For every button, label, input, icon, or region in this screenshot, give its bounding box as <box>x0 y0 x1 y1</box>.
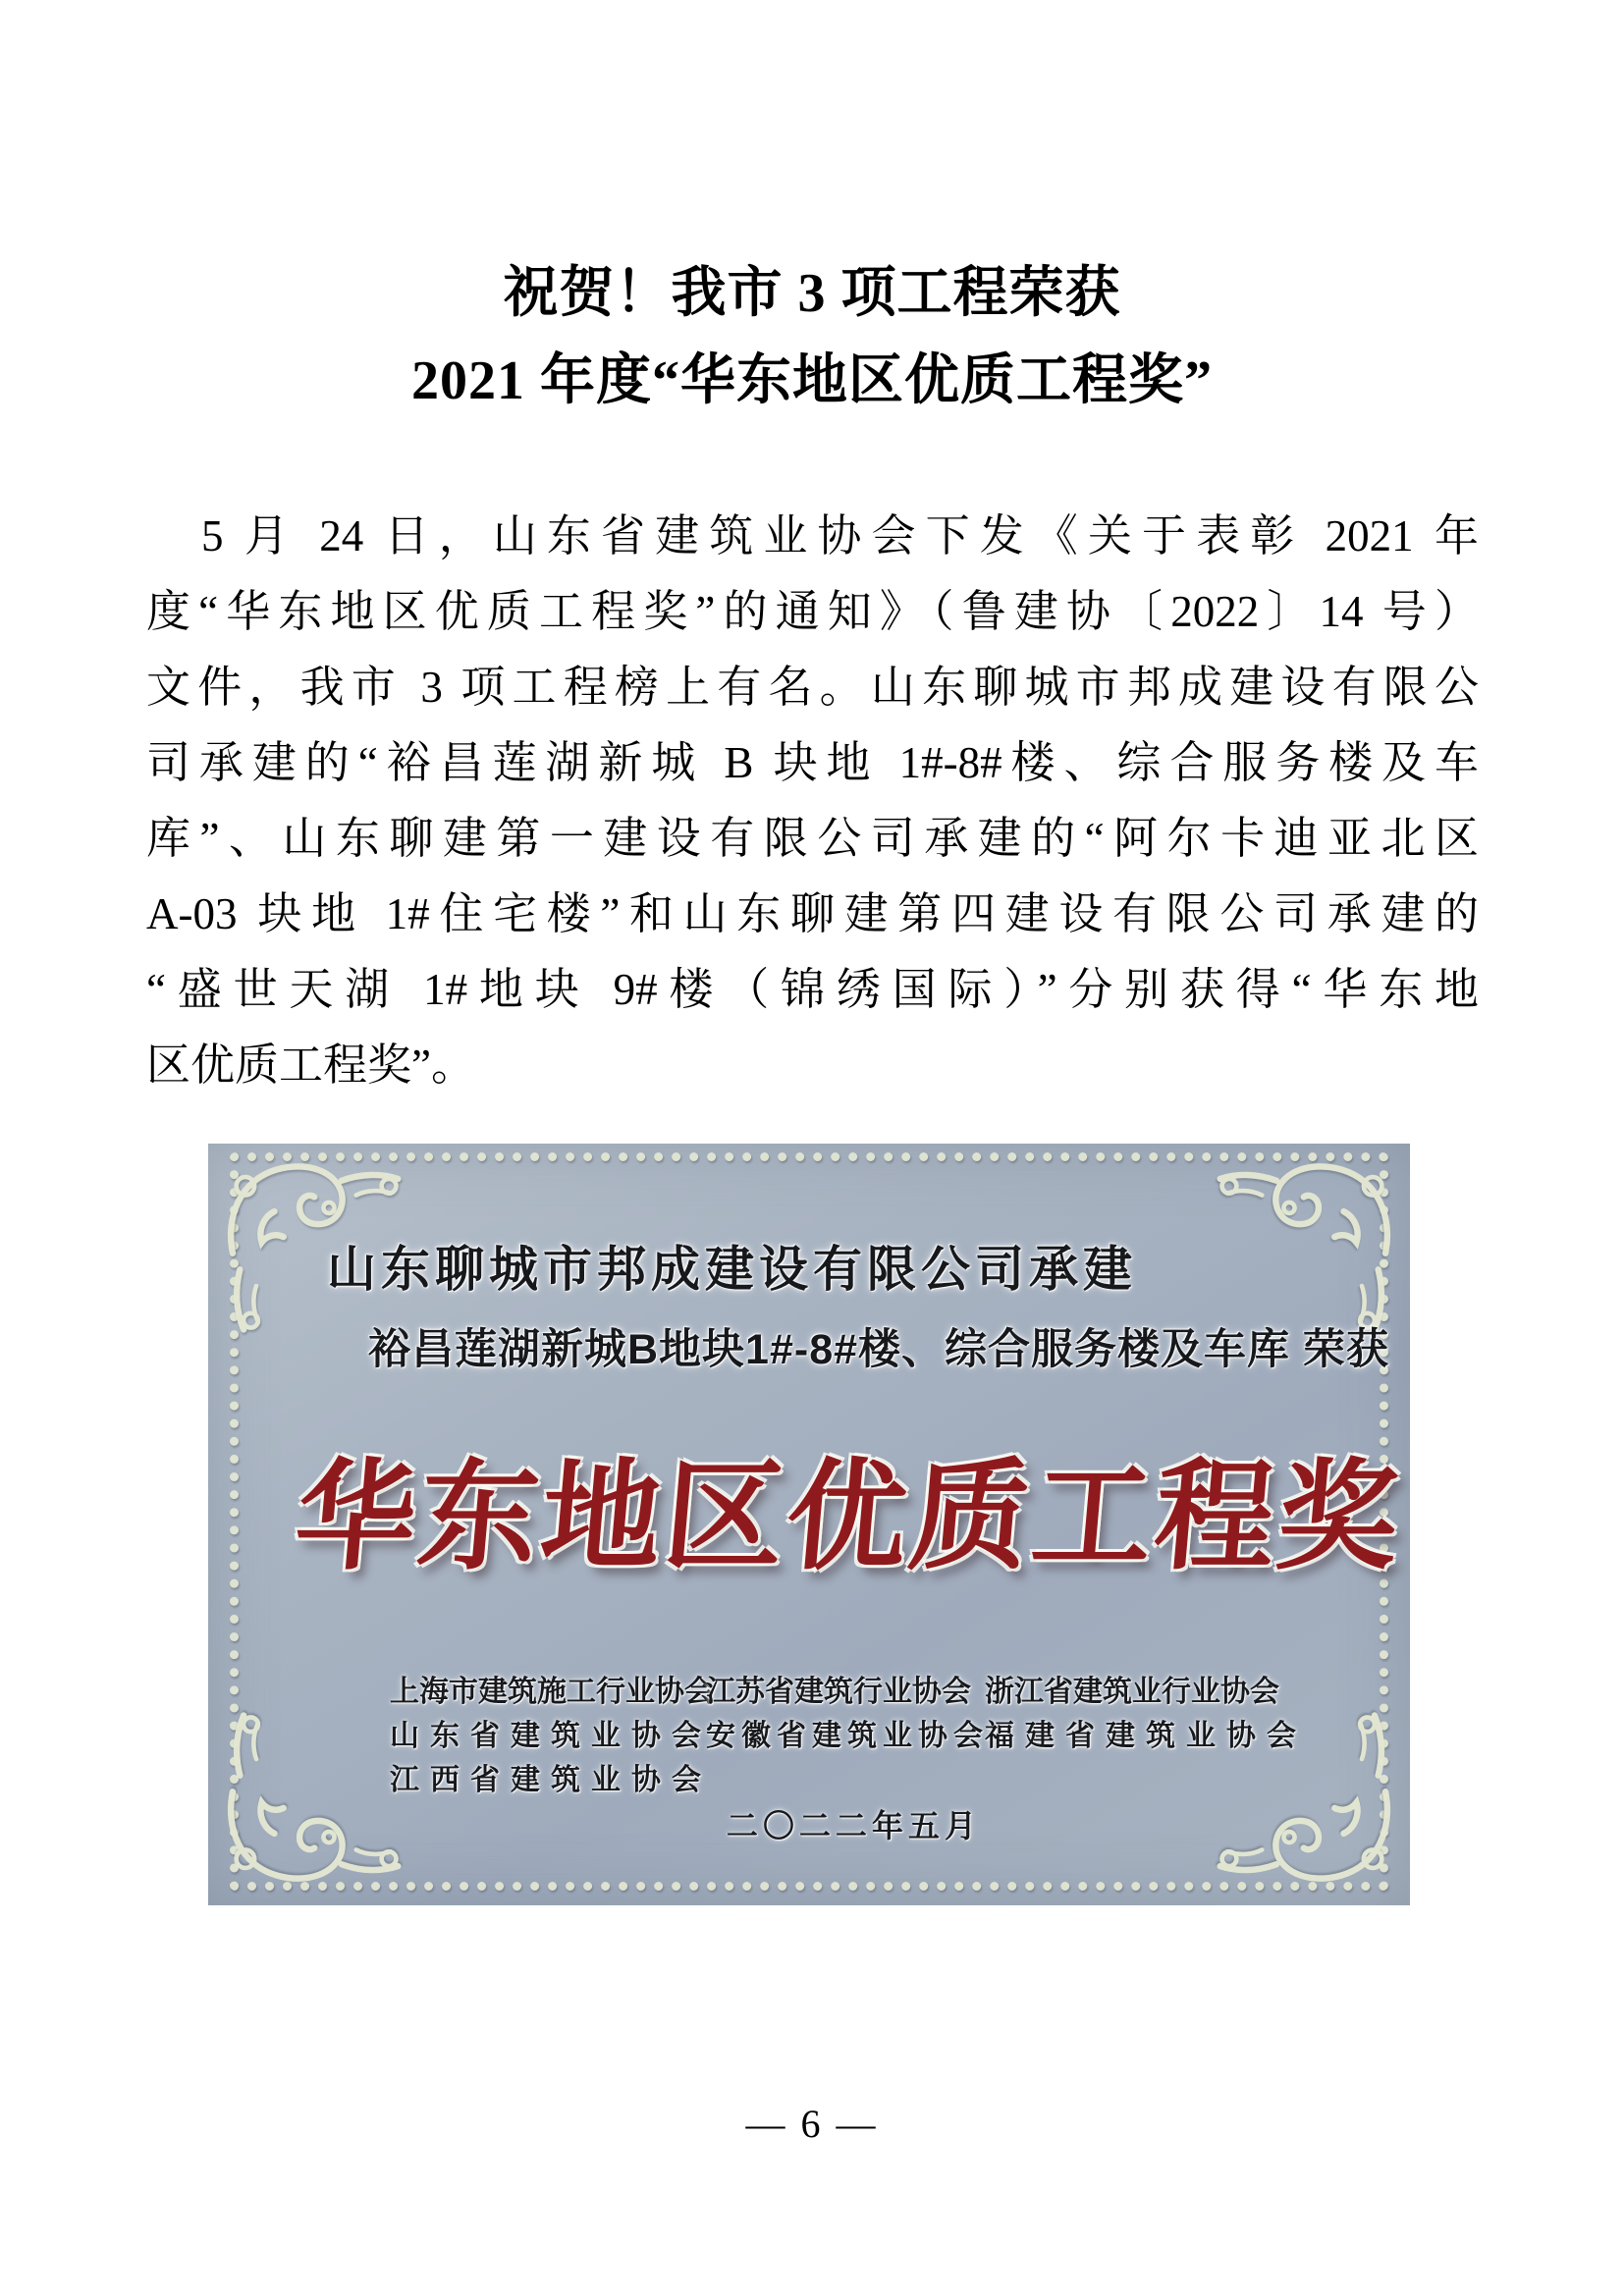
plaque-award-title: 华东地区优质工程奖 <box>290 1452 1407 1584</box>
article-title <box>0 250 1624 425</box>
award-plaque-photo <box>208 1144 1410 1905</box>
body-line-3: 文件，我市 3 项工程榜上有名。山东聊城市邦成建设有限公 <box>146 663 1479 712</box>
corner-flourish-icon <box>1217 1153 1398 1335</box>
article-title-line-1: 祝贺！我市 3 项工程荣获 <box>503 263 1121 324</box>
association-name: 浙江省建筑业行业协会 <box>985 1676 1279 1708</box>
body-line-1: 5 月 24 日，山东省建筑业协会下发《关于表彰 2021 年 <box>201 511 1479 561</box>
body-line-5: 库”、山东聊建第一建设有限公司承建的“阿尔卡迪亚北区 <box>146 814 1479 863</box>
issuing-associations <box>390 1670 1307 1802</box>
plaque-builder-line: 山东聊城市邦成建设有限公司承建 <box>327 1242 1137 1297</box>
body-line-7: “盛世天湖 1#地块 9#楼（锦绣国际）”分别获得“华东地 <box>146 965 1479 1014</box>
article-title-line-2: 2021 年度“华东地区优质工程奖” <box>411 350 1213 411</box>
body-line-6: A-03 块地 1#住宅楼”和山东聊建第四建设有限公司承建的 <box>146 889 1479 938</box>
association-name: 福建省建筑业协会 <box>985 1720 1307 1752</box>
association-name: 安徽省建筑业协会 <box>706 1720 989 1752</box>
association-name: 江西省建筑业协会 <box>390 1764 712 1796</box>
plaque-project-line: 裕昌莲湖新城B地块1#-8#楼、综合服务楼及车库 荣获 <box>368 1326 1389 1373</box>
body-line-4: 司承建的“裕昌莲湖新城 B 块地 1#-8#楼、综合服务楼及车 <box>146 738 1479 787</box>
body-line-8: 区优质工程奖”。 <box>146 1041 475 1090</box>
article-body <box>146 499 1479 1103</box>
plaque-date: 二〇二二年五月 <box>727 1808 982 1843</box>
association-name: 山东省建筑业协会 <box>390 1720 712 1752</box>
association-name: 上海市建筑施工行业协会 <box>390 1676 714 1708</box>
page-number: — 6 — <box>745 2102 879 2146</box>
association-name: 江苏省建筑行业协会 <box>706 1676 971 1708</box>
corner-flourish-icon <box>220 1710 402 1892</box>
body-line-2: 度“华东地区优质工程奖”的通知》（鲁建协〔2022〕14 号） <box>146 587 1479 636</box>
